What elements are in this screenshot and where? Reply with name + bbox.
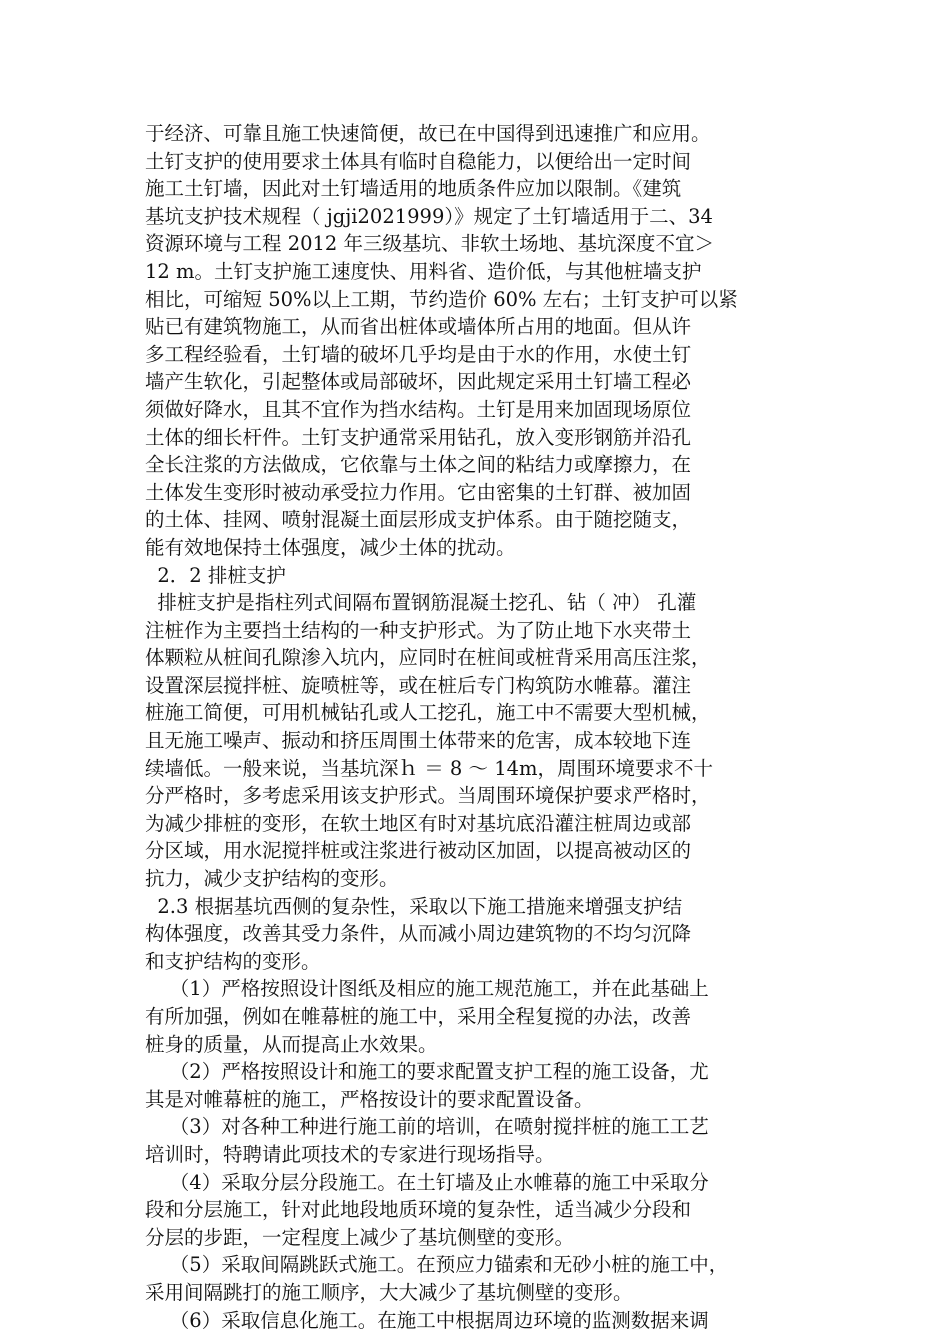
text-line: 构体强度，改善其受力条件，从而减小周边建筑物的不均匀沉降 [145, 922, 692, 946]
list-item-line: 其是对帷幕桩的施工，严格按设计的要求配置设备。 [145, 1087, 594, 1111]
text-line: 须做好降水，且其不宜作为挡水结构。土钉是用来加固现场原位 [145, 397, 692, 421]
text-line: 土体的细长杆件。土钉支护通常采用钻孔，放入变形钢筋并沿孔 [145, 425, 692, 449]
text-line: 设置深层搅拌桩、旋喷桩等，或在桩后专门构筑防水帷幕。灌注 [145, 673, 692, 697]
list-item-line: （3）对各种工种进行施工前的培训，在喷射搅拌桩的施工工艺 [145, 1115, 709, 1139]
list-item-line: （6）采取信息化施工。在施工中根据周边环境的监测数据来调 [145, 1308, 709, 1332]
list-item-line: （4）采取分层分段施工。在土钉墙及止水帷幕的施工中采取分 [145, 1170, 709, 1194]
text-line: 12 m。土钉支护施工速度快、用料省、造价低，与其他桩墙支护 [145, 259, 702, 283]
list-item-line: 段和分层施工，针对此地段地质环境的复杂性，适当减少分段和 [145, 1198, 692, 1222]
section-heading: 2．2 排桩支护 [145, 563, 286, 587]
list-item-line: 采用间隔跳打的施工顺序，大大减少了基坑侧壁的变形。 [145, 1280, 633, 1304]
text-line: 基坑支护技术规程（ jgji2021999）》规定了土钉墙适用于二、34 [145, 204, 713, 228]
text-line: 分严格时，多考虑采用该支护形式。当周围环境保护要求严格时， [145, 784, 711, 808]
text-line: 桩施工简便，可用机械钻孔或人工挖孔，施工中不需要大型机械， [145, 701, 711, 725]
text-line: 续墙低。一般来说，当基坑深ｈ ＝ 8 ～ 14m，周围环境要求不十 [145, 756, 714, 780]
text-line: 土体发生变形时被动承受拉力作用。它由密集的土钉群、被加固 [145, 480, 692, 504]
text-line: 施工土钉墙，因此对土钉墙适用的地质条件应加以限制。《建筑 [145, 177, 682, 201]
text-line: 注桩作为主要挡土结构的一种支护形式。为了防止地下水夹带土 [145, 618, 692, 642]
text-line: 抗力，减少支护结构的变形。 [145, 867, 399, 891]
text-line: 全长注浆的方法做成，它依靠与土体之间的粘结力或摩擦力，在 [145, 453, 692, 477]
document-body [145, 120, 795, 1334]
list-item-line: （5）采取间隔跳跃式施工。在预应力锚索和无砂小桩的施工中， [145, 1253, 729, 1277]
list-item-line: 分层的步距，一定程度上减少了基坑侧壁的变形。 [145, 1225, 575, 1249]
text-line: 贴已有建筑物施工，从而省出桩体或墙体所占用的地面。但从许 [145, 315, 692, 339]
list-item-line: 培训时，特聘请此项技术的专家进行现场指导。 [145, 1142, 555, 1166]
text-line: 且无施工噪声、振动和挤压周围土体带来的危害，成本较地下连 [145, 729, 692, 753]
text-line: 体颗粒从桩间孔隙渗入坑内，应同时在桩间或桩背采用高压注浆， [145, 646, 711, 670]
text-line: 资源环境与工程 2012 年三级基坑、非软土场地、基坑深度不宜＞ [145, 232, 715, 256]
list-item-line: （1）严格按照设计图纸及相应的施工规范施工，并在此基础上 [145, 977, 709, 1001]
list-item-line: （2）严格按照设计和施工的要求配置支护工程的施工设备，尤 [145, 1060, 709, 1084]
text-line: 2.3 根据基坑西侧的复杂性，采取以下施工措施来增强支护结 [145, 894, 683, 918]
text-line: 排桩支护是指柱列式间隔布置钢筋混凝土挖孔、钻（ 冲） 孔灌 [145, 591, 697, 615]
text-line: 于经济、可靠且施工快速简便，故已在中国得到迅速推广和应用。 [145, 122, 711, 145]
text-line: 和支护结构的变形。 [145, 949, 321, 973]
text-line: 土钉支护的使用要求土体具有临时自稳能力，以便给出一定时间 [145, 149, 692, 173]
text-line: 的土体、挂网、喷射混凝土面层形成支护体系。由于随挖随支， [145, 508, 692, 532]
text-line: 墙产生软化，引起整体或局部破坏，因此规定采用土钉墙工程必 [145, 370, 692, 394]
text-line: 分区域，用水泥搅拌桩或注浆进行被动区加固，以提高被动区的 [145, 839, 692, 863]
text-line: 相比，可缩短 50%以上工期，节约造价 60% 左右；土钉支护可以紧 [145, 287, 738, 311]
list-item-line: 有所加强，例如在帷幕桩的施工中，采用全程复搅的办法，改善 [145, 1005, 692, 1028]
text-line: 为减少排桩的变形，在软土地区有时对基坑底沿灌注桩周边或部 [145, 811, 692, 835]
text-line: 多工程经验看，土钉墙的破坏几乎均是由于水的作用，水使土钉 [145, 342, 692, 366]
text-line: 能有效地保持土体强度，减少土体的扰动。 [145, 535, 516, 559]
list-item-line: 桩身的质量，从而提高止水效果。 [145, 1032, 438, 1056]
